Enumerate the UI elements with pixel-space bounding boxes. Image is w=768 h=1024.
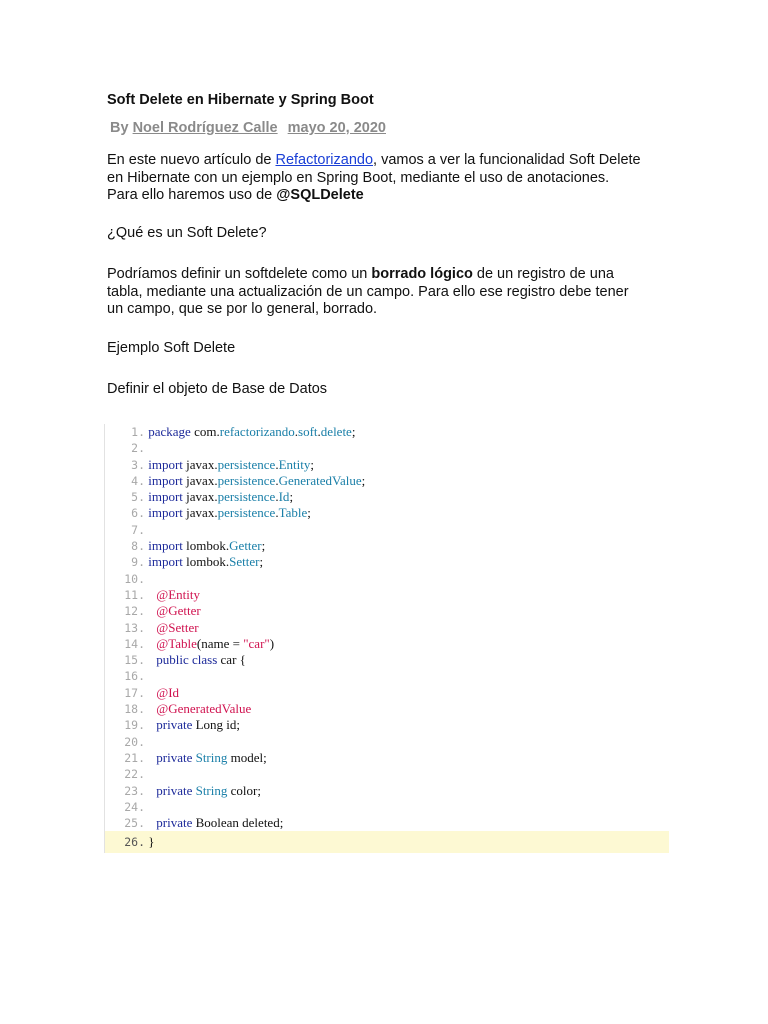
intro-text: , vamos a ver la funcionalidad Soft Delete [373, 152, 641, 168]
line-number: 4. [131, 473, 145, 488]
code-line: 13. @Setter [105, 620, 669, 636]
line-number: 22. [124, 767, 145, 782]
code-line [105, 668, 669, 684]
object-heading: Definir el objeto de Base de Datos [107, 381, 328, 397]
sqldelete-keyword: @SQLDelete [276, 187, 364, 203]
line-number: 24. [124, 799, 145, 814]
line-number: 20. [124, 734, 145, 749]
intro-text: En este nuevo artículo de [107, 152, 276, 168]
code-line: 4. import javax.persistence.GeneratedValue; [105, 473, 669, 489]
line-number: 9. [131, 555, 145, 570]
by-label: By [110, 120, 129, 136]
byline [110, 120, 386, 136]
date-link[interactable]: mayo 20, 2020 [287, 120, 386, 136]
line-number: 21. [124, 750, 145, 765]
code-block [104, 424, 669, 853]
line-number: 25. [124, 816, 145, 831]
line-number: 8. [131, 539, 145, 554]
line-number: 2. [131, 441, 145, 456]
line-number: 14. [124, 636, 145, 651]
line-number: 3. [131, 457, 145, 472]
line-number: 17. [124, 685, 145, 700]
line-number: 16. [124, 669, 145, 684]
intro-paragraph [107, 152, 667, 205]
code-line: 1. package com.refactorizando.soft.delete; [105, 424, 669, 440]
line-number: 5. [131, 490, 145, 505]
line-number: 11. [124, 587, 145, 602]
line-number: 19. [124, 718, 145, 733]
line-number: 18. [124, 702, 145, 717]
intro-text: Para ello haremos uso de [107, 187, 277, 203]
code-line: 12. @Getter [105, 603, 669, 619]
code-line [105, 571, 669, 587]
line-number: 7. [131, 522, 145, 537]
definition-text: de un registro de una [472, 266, 614, 282]
code-line [105, 766, 669, 782]
question-heading: ¿Qué es un Soft Delete? [107, 225, 267, 241]
code-line [105, 799, 669, 815]
definition-text: tabla, mediante una actualización de un campo. Para ello ese registro debe tener [107, 283, 629, 300]
line-number: 1. [131, 425, 145, 439]
definition-text: un campo, que se por lo general, borrado. [107, 301, 378, 317]
code-line: 11. @Entity [105, 587, 669, 603]
definition-paragraph [107, 266, 667, 319]
code-line: 3. import javax.persistence.Entity; [105, 457, 669, 473]
code-line: 15. public class car { [105, 652, 669, 668]
code-line: 17. @Id [105, 685, 669, 701]
code-line: 25. private Boolean deleted; [105, 815, 669, 831]
code-line-highlighted: 26. } [105, 831, 669, 853]
code-line [105, 734, 669, 750]
refactorizando-link[interactable]: Refactorizando [275, 152, 374, 168]
line-number: 10. [124, 571, 145, 586]
example-heading: Ejemplo Soft Delete [107, 340, 236, 356]
line-number: 26. [124, 835, 145, 850]
code-line: 5. import javax.persistence.Id; [105, 489, 669, 505]
line-number: 23. [124, 783, 145, 798]
code-line: 9. import lombok.Setter; [105, 554, 669, 570]
code-line [105, 522, 669, 538]
code-line: 19. private Long id; [105, 717, 669, 733]
code-line: 21. private String model; [105, 750, 669, 766]
definition-text: Podríamos definir un softdelete como un [107, 266, 372, 282]
borrado-logico-bold: borrado lógico [371, 266, 473, 282]
line-number: 12. [124, 604, 145, 619]
line-number: 6. [131, 506, 145, 521]
code-line [105, 440, 669, 456]
intro-text: en Hibernate con un ejemplo en Spring Boot, mediante el uso de anotaciones. [107, 169, 610, 186]
code-line: 8. import lombok.Getter; [105, 538, 669, 554]
code-line: 14. @Table(name = "car") [105, 636, 669, 652]
code-line: 23. private String color; [105, 783, 669, 799]
author-link[interactable]: Noel Rodríguez Calle [132, 120, 278, 136]
code-line: 6. import javax.persistence.Table; [105, 505, 669, 521]
line-number: 13. [124, 620, 145, 635]
code-line: 18. @GeneratedValue [105, 701, 669, 717]
line-number: 15. [124, 653, 145, 668]
article-title: Soft Delete en Hibernate y Spring Boot [107, 92, 374, 108]
